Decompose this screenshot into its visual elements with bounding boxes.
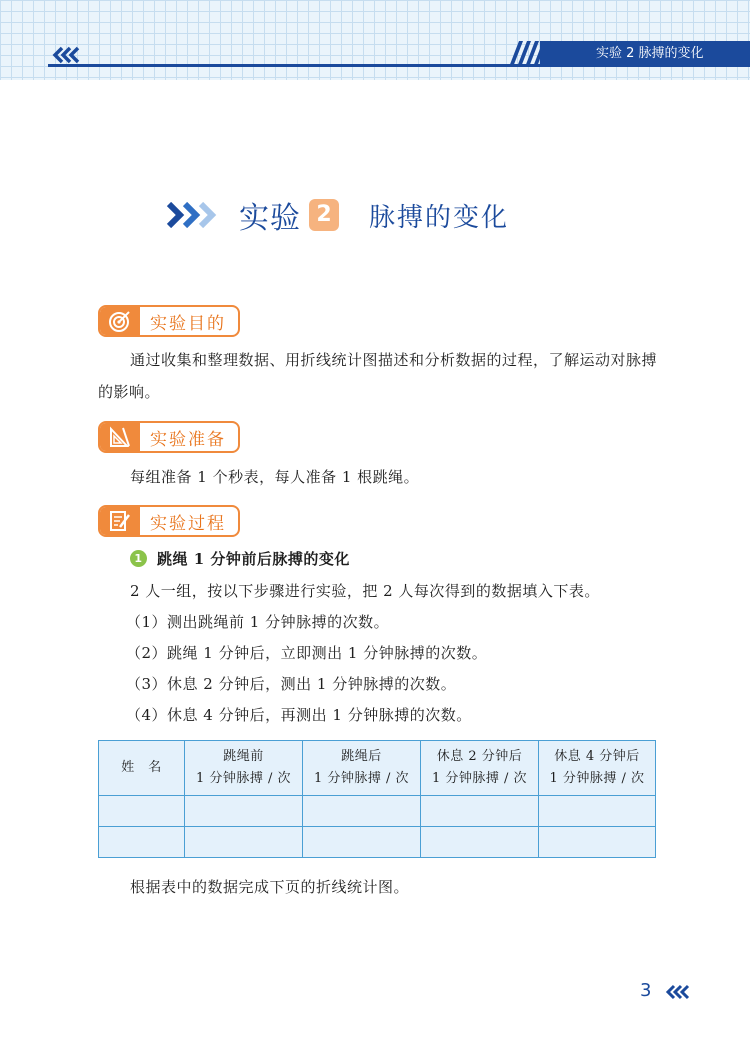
target-icon xyxy=(108,309,132,333)
table-row xyxy=(99,796,656,827)
header-grid-band xyxy=(0,0,750,80)
pulse-data-table xyxy=(98,740,656,858)
table-cell[interactable] xyxy=(303,827,421,858)
step-title: 跳绳 1 分钟前后脉搏的变化 xyxy=(157,550,350,568)
table-cell[interactable] xyxy=(303,796,421,827)
table-row xyxy=(99,827,656,858)
section-badge-purpose xyxy=(98,305,240,337)
table-header-row xyxy=(99,741,656,796)
purpose-text: 通过收集和整理数据、用折线统计图描述和分析数据的过程，了解运动对脉搏的影响。 xyxy=(98,351,658,401)
table-header-after: 跳绳后 1 分钟脉搏 / 次 xyxy=(303,741,421,796)
process-step-2: （2）跳绳 1 分钟后，立即测出 1 分钟脉搏的次数。 xyxy=(126,644,488,662)
section-badge-process xyxy=(98,505,240,537)
chevrons-left-icon xyxy=(50,45,80,65)
step-heading xyxy=(130,548,350,569)
header-chapter-tab: 实验 2 脉搏的变化 xyxy=(540,41,750,67)
section-label-preparation: 实验准备 xyxy=(150,429,226,450)
title-word: 实验 xyxy=(239,201,301,236)
title-number-badge: 2 xyxy=(309,199,339,231)
table-cell[interactable] xyxy=(421,827,539,858)
section-badge-preparation xyxy=(98,421,240,453)
step-number-badge: 1 xyxy=(130,550,147,567)
table-cell[interactable] xyxy=(421,796,539,827)
table-header-before: 跳绳前 1 分钟脉搏 / 次 xyxy=(185,741,303,796)
table-cell[interactable] xyxy=(539,827,656,858)
table-cell[interactable] xyxy=(539,796,656,827)
process-step-3: （3）休息 2 分钟后，测出 1 分钟脉搏的次数。 xyxy=(126,675,457,693)
chevrons-left-icon xyxy=(664,984,690,1000)
header-stripes xyxy=(505,41,545,67)
section-label-purpose: 实验目的 xyxy=(150,313,226,334)
table-cell[interactable] xyxy=(185,827,303,858)
notepad-pen-icon xyxy=(108,509,132,533)
process-intro: 2 人一组，按以下步骤进行实验，把 2 人每次得到的数据填入下表。 xyxy=(130,582,600,600)
section-label-process: 实验过程 xyxy=(150,513,226,534)
chevrons-right-icon xyxy=(165,202,223,228)
table-header-name: 姓 名 xyxy=(99,741,185,796)
table-cell[interactable] xyxy=(185,796,303,827)
preparation-text: 每组准备 1 个秒表，每人准备 1 根跳绳。 xyxy=(130,468,420,486)
table-cell[interactable] xyxy=(99,796,185,827)
process-step-4: （4）休息 4 分钟后，再测出 1 分钟脉搏的次数。 xyxy=(126,706,472,724)
page-number: 3 xyxy=(640,980,652,1001)
title-subtitle: 脉搏的变化 xyxy=(369,202,510,233)
triangle-ruler-icon xyxy=(108,425,132,449)
page-title xyxy=(165,190,509,240)
process-step-1: （1）测出跳绳前 1 分钟脉搏的次数。 xyxy=(126,613,390,631)
table-cell[interactable] xyxy=(99,827,185,858)
table-header-rest2: 休息 2 分钟后 1 分钟脉搏 / 次 xyxy=(421,741,539,796)
footer-instruction: 根据表中的数据完成下页的折线统计图。 xyxy=(130,878,410,896)
table-header-rest4: 休息 4 分钟后 1 分钟脉搏 / 次 xyxy=(539,741,656,796)
